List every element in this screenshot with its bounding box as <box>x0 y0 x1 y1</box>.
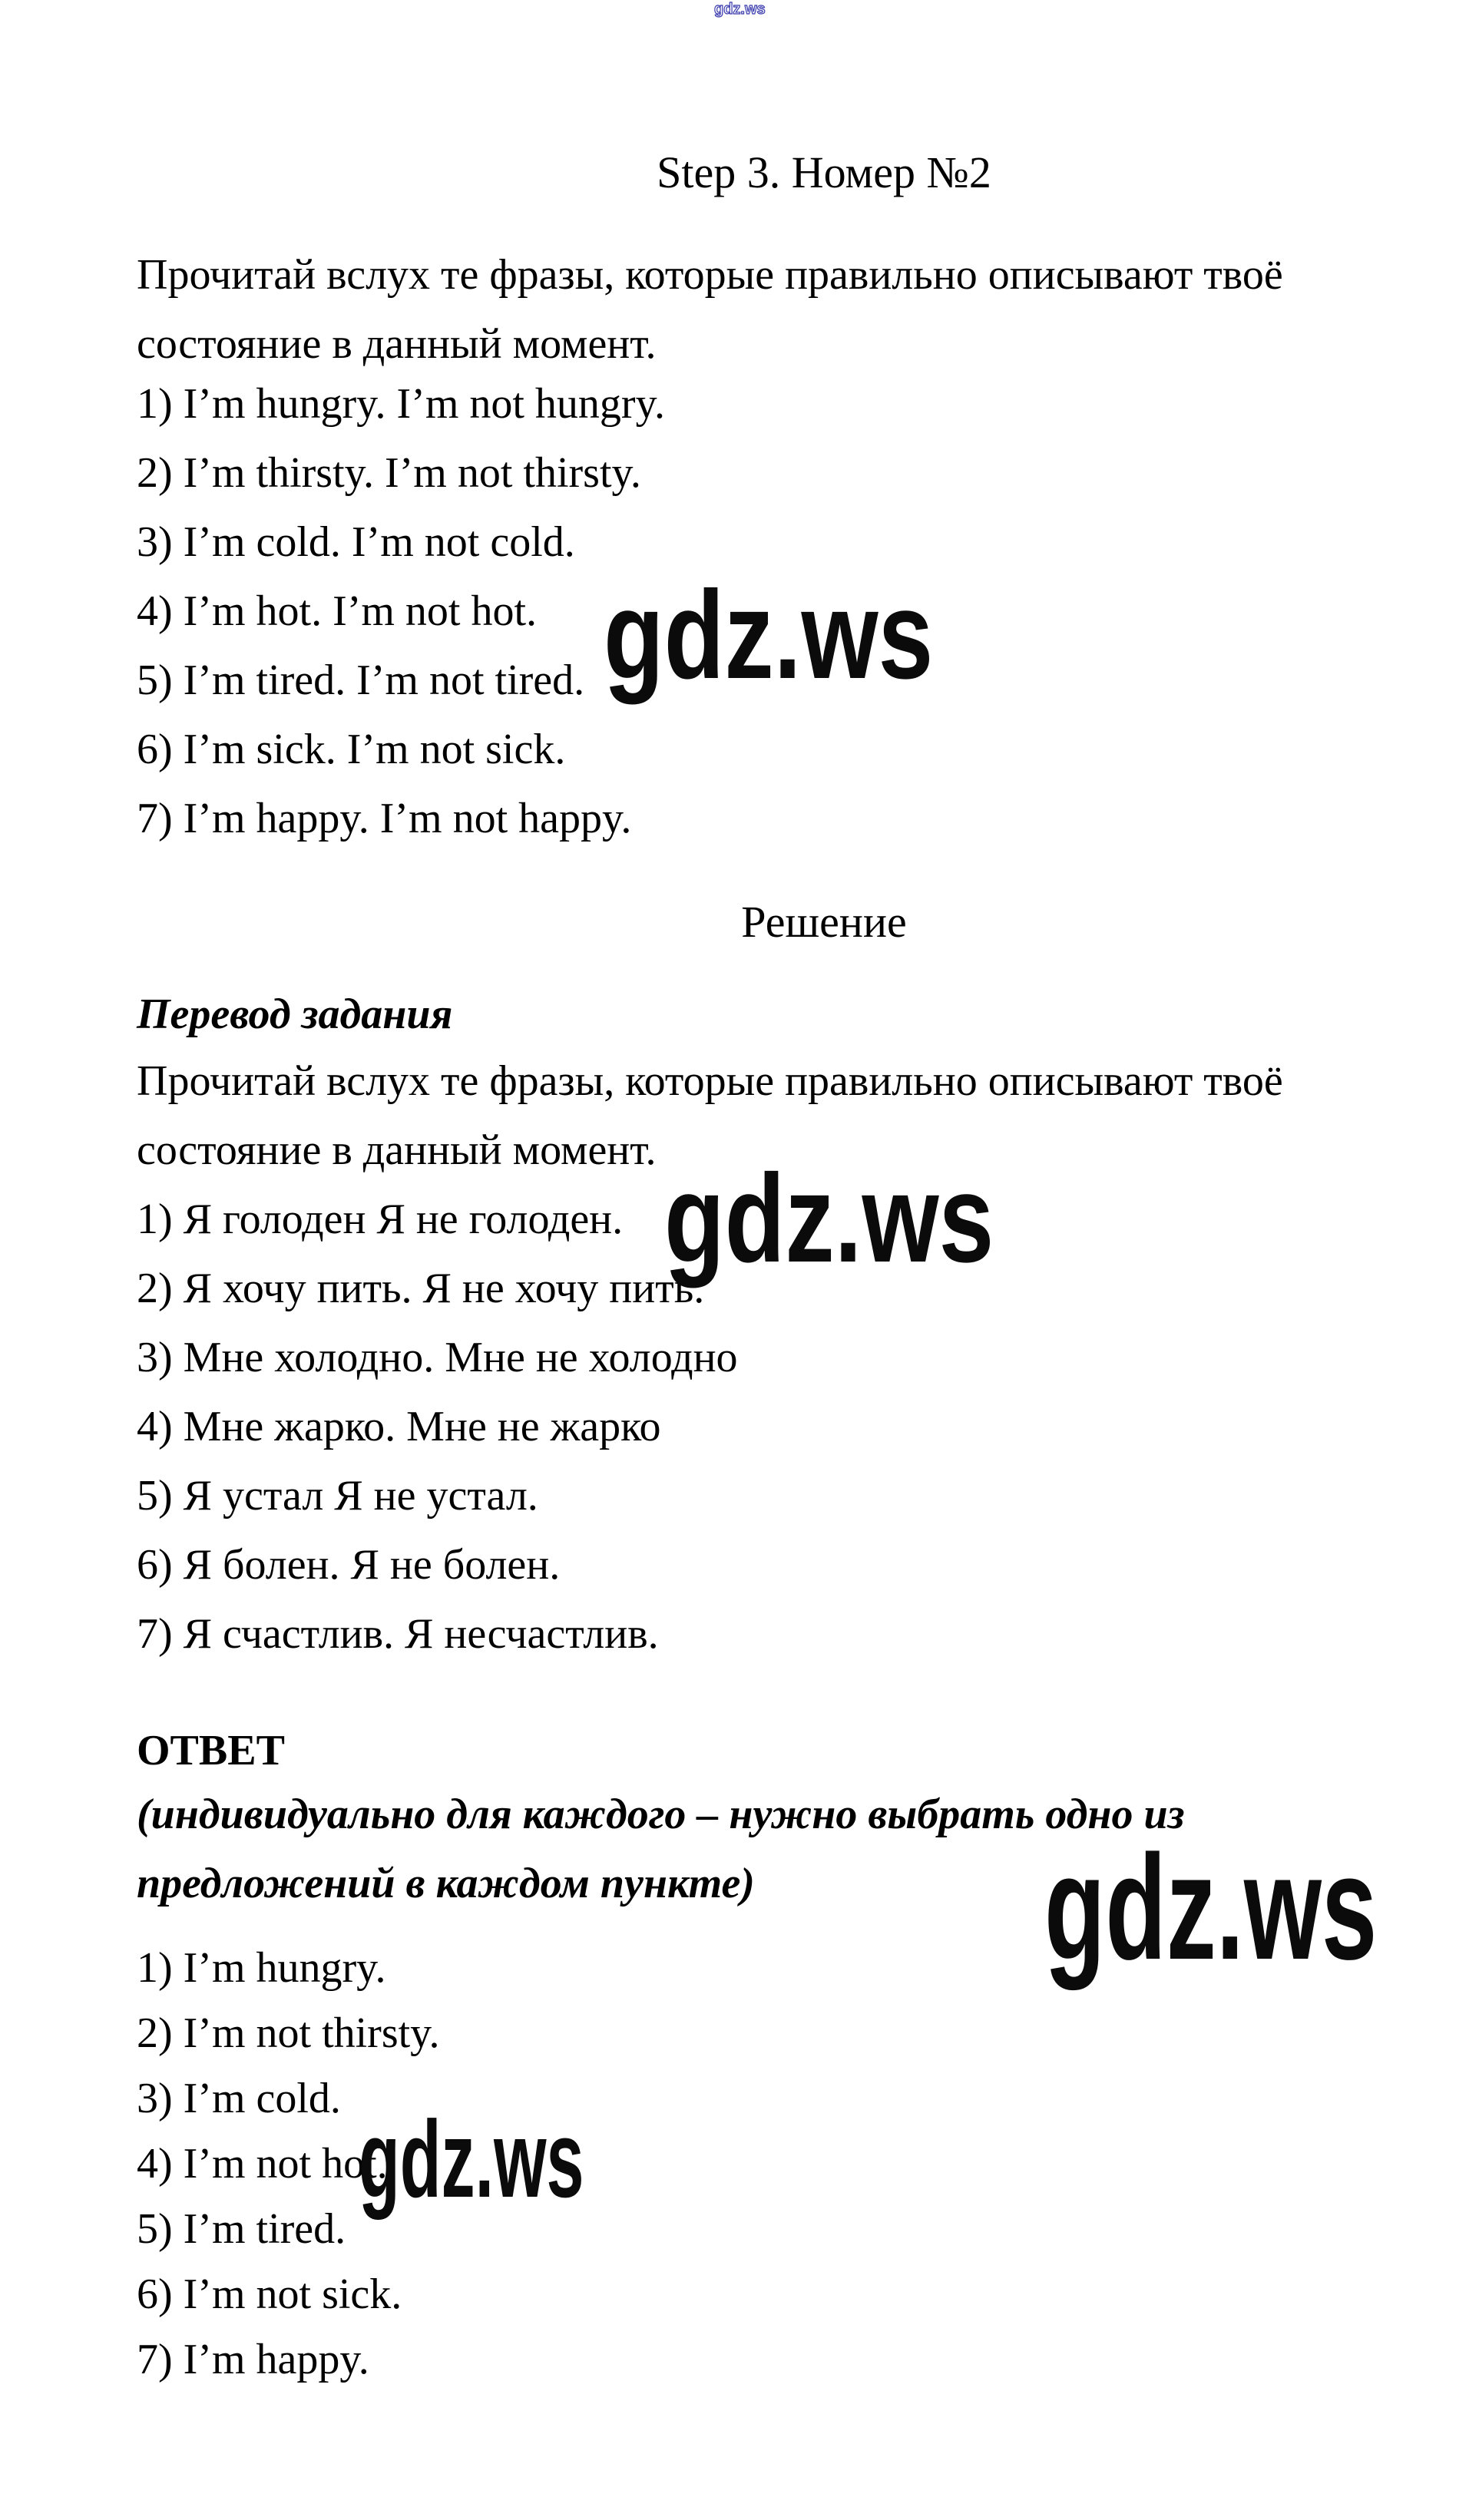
translation-item: 3) Мне холодно. Мне не холодно <box>137 1334 738 1381</box>
task-item: 1) I’m hungry. I’m not hungry. <box>137 380 665 428</box>
watermark-gdzws-1: gdz.ws <box>604 564 934 705</box>
translation-item: 2) Я хочу пить. Я не хочу пить. <box>137 1265 705 1312</box>
task-item: 3) I’m cold. I’m not cold. <box>137 518 575 566</box>
translation-item: 1) Я голоден Я не голоден. <box>137 1196 624 1243</box>
task-item: 7) I’m happy. I’m not happy. <box>137 795 632 842</box>
answer-heading: ОТВЕТ <box>137 1727 285 1774</box>
answer-note-line-2: предложений в каждом пункте) <box>137 1860 755 1907</box>
translation-item: 6) Я болен. Я не болен. <box>137 1541 561 1589</box>
answer-item: 2) I’m not thirsty. <box>137 2009 440 2057</box>
answer-note-line-1: (индивидуально для каждого – нужно выбрать одно из <box>137 1791 1185 1838</box>
watermark-gdzws-3: gdz.ws <box>1044 1824 1378 1991</box>
translation-line-2: состояние в данный момент. <box>137 1126 657 1174</box>
watermark-gdzws-2: gdz.ws <box>664 1148 994 1288</box>
answer-item: 6) I’m not sick. <box>137 2270 402 2318</box>
translation-item: 4) Мне жарко. Мне не жарко <box>137 1403 661 1450</box>
task-item: 2) I’m thirsty. I’m not thirsty. <box>137 449 641 497</box>
task-item: 4) I’m hot. I’m not hot. <box>137 587 538 635</box>
task-item: 5) I’m tired. I’m not tired. <box>137 656 585 704</box>
solution-heading: Решение <box>741 897 907 947</box>
translation-item: 7) Я счастлив. Я несчастлив. <box>137 1610 659 1658</box>
answer-item: 3) I’m cold. <box>137 2075 341 2122</box>
translation-item: 5) Я устал Я не устал. <box>137 1472 538 1520</box>
task-line-2: состояние в данный момент. <box>137 320 657 368</box>
answer-item: 4) I’m not hot. <box>137 2140 388 2188</box>
answer-item: 5) I’m tired. <box>137 2205 346 2253</box>
watermark-gdzws-top: gdz.ws <box>714 1 766 18</box>
task-line-1: Прочитай вслух те фразы, которые правильно описывают твоё <box>137 251 1283 299</box>
page-title: Step 3. Номер №2 <box>657 147 991 197</box>
watermark-gdzws-4: gdz.ws <box>359 2098 584 2221</box>
answer-item: 7) I’m happy. <box>137 2336 369 2383</box>
task-item: 6) I’m sick. I’m not sick. <box>137 726 566 773</box>
translation-line-1: Прочитай вслух те фразы, которые правильно описывают твоё <box>137 1057 1283 1105</box>
answer-item: 1) I’m hungry. <box>137 1944 386 1992</box>
translation-heading: Перевод задания <box>137 990 453 1038</box>
